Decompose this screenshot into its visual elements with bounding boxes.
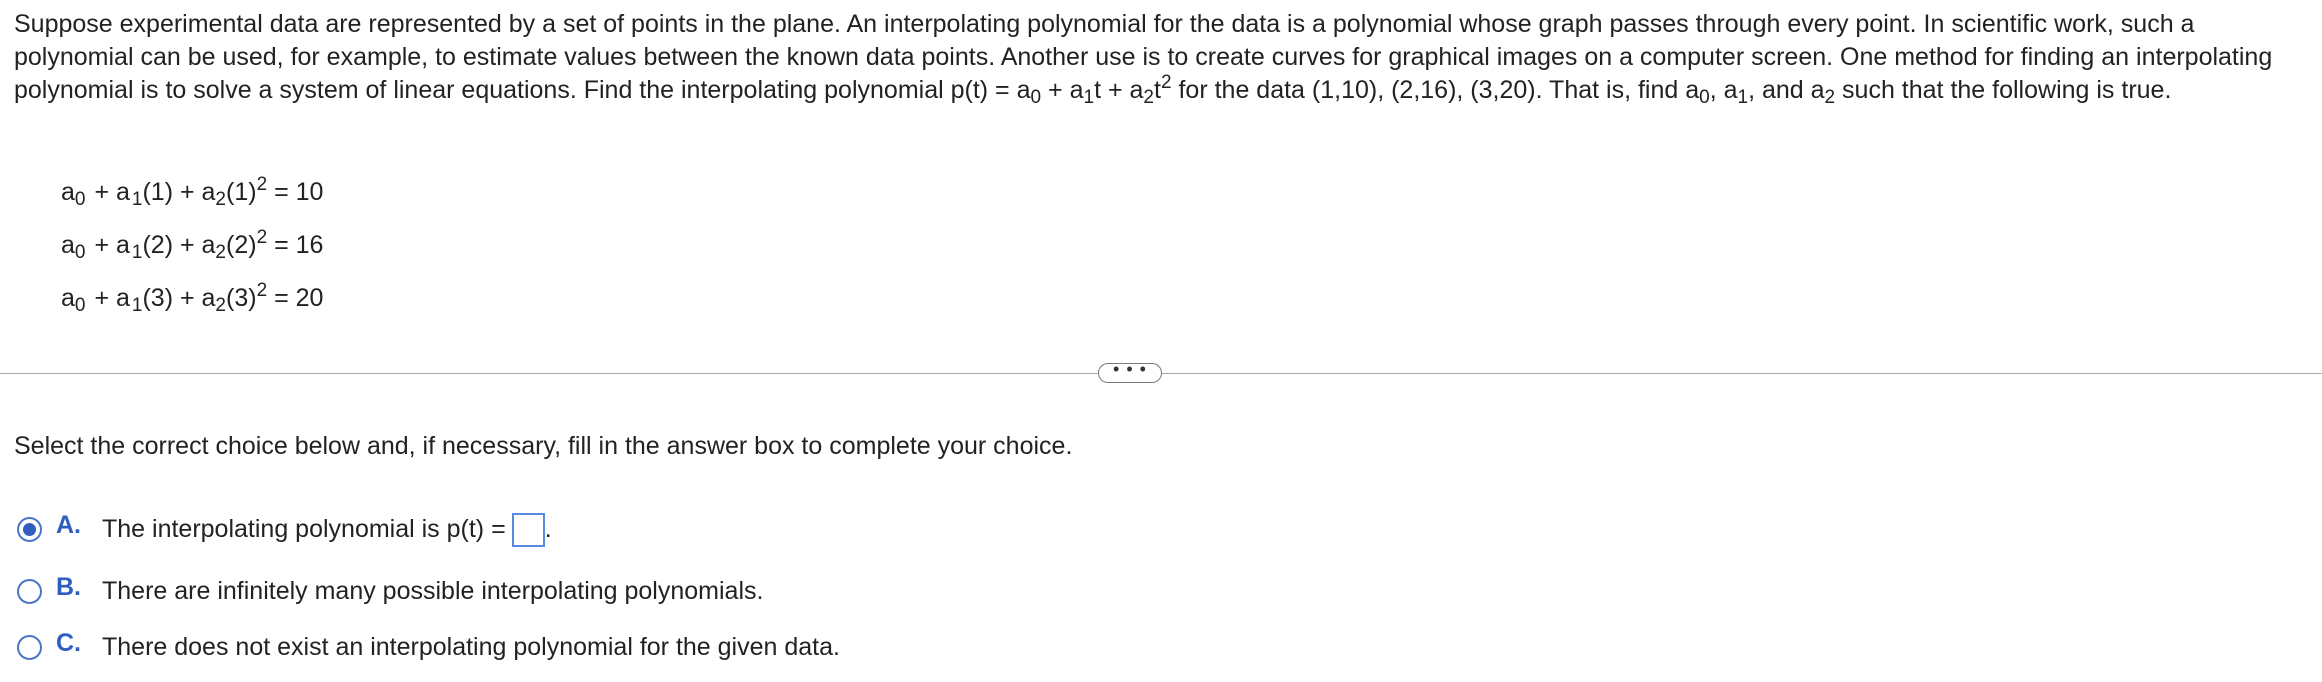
equation-row: $a_0 + a$ $_1(1) + a_2(1)^2 = 10$ (61, 174, 324, 210)
choice-text: There does not exist an interpolating polynomial for the given data. (102, 633, 840, 661)
equation-row: $a_0 + a$ $_1(3) + a_2(3)^2 = 20$ (61, 280, 324, 316)
choice-letter: C. (56, 629, 81, 657)
choice-text: The interpolating polynomial is p(t) = . (102, 511, 552, 547)
equation-row: $a_0 + a$ $_1(2) + a_2(2)^2 = 16$ (61, 227, 324, 263)
question-text: Suppose experimental data are represented by a set of points in the plane. An interpolating polynomial for the data is a polynomial whose graph passes through every point. In scientific work, such a polynomial can be used, for example, to estimate values between the known data points. Another use is to create curves for graphical images on a computer screen. One method for finding an interpolating polynomial is to solve a system of linear equations. Find the interpolating polynomial $p(t) = a_0 + a_1t + a_2t^2$ for the data (1,10), (2,16), (3,20). That is, find $a_0$, $a_1$, and $a_2$ such that the following is true. (14, 10, 2273, 108)
choice-text: There are infinitely many possible interpolating polynomials. (102, 577, 764, 605)
radio-c[interactable] (17, 635, 42, 660)
choice-letter: B. (56, 573, 81, 601)
equation-system (61, 166, 323, 325)
expand-button[interactable]: • • • (1098, 363, 1162, 383)
radio-b[interactable] (17, 579, 42, 604)
choice-letter: A. (56, 511, 81, 539)
instruction-text: Select the correct choice below and, if necessary, fill in the answer box to complete your choice. (14, 432, 1073, 460)
answer-input[interactable] (512, 513, 545, 547)
radio-a[interactable] (17, 517, 42, 542)
